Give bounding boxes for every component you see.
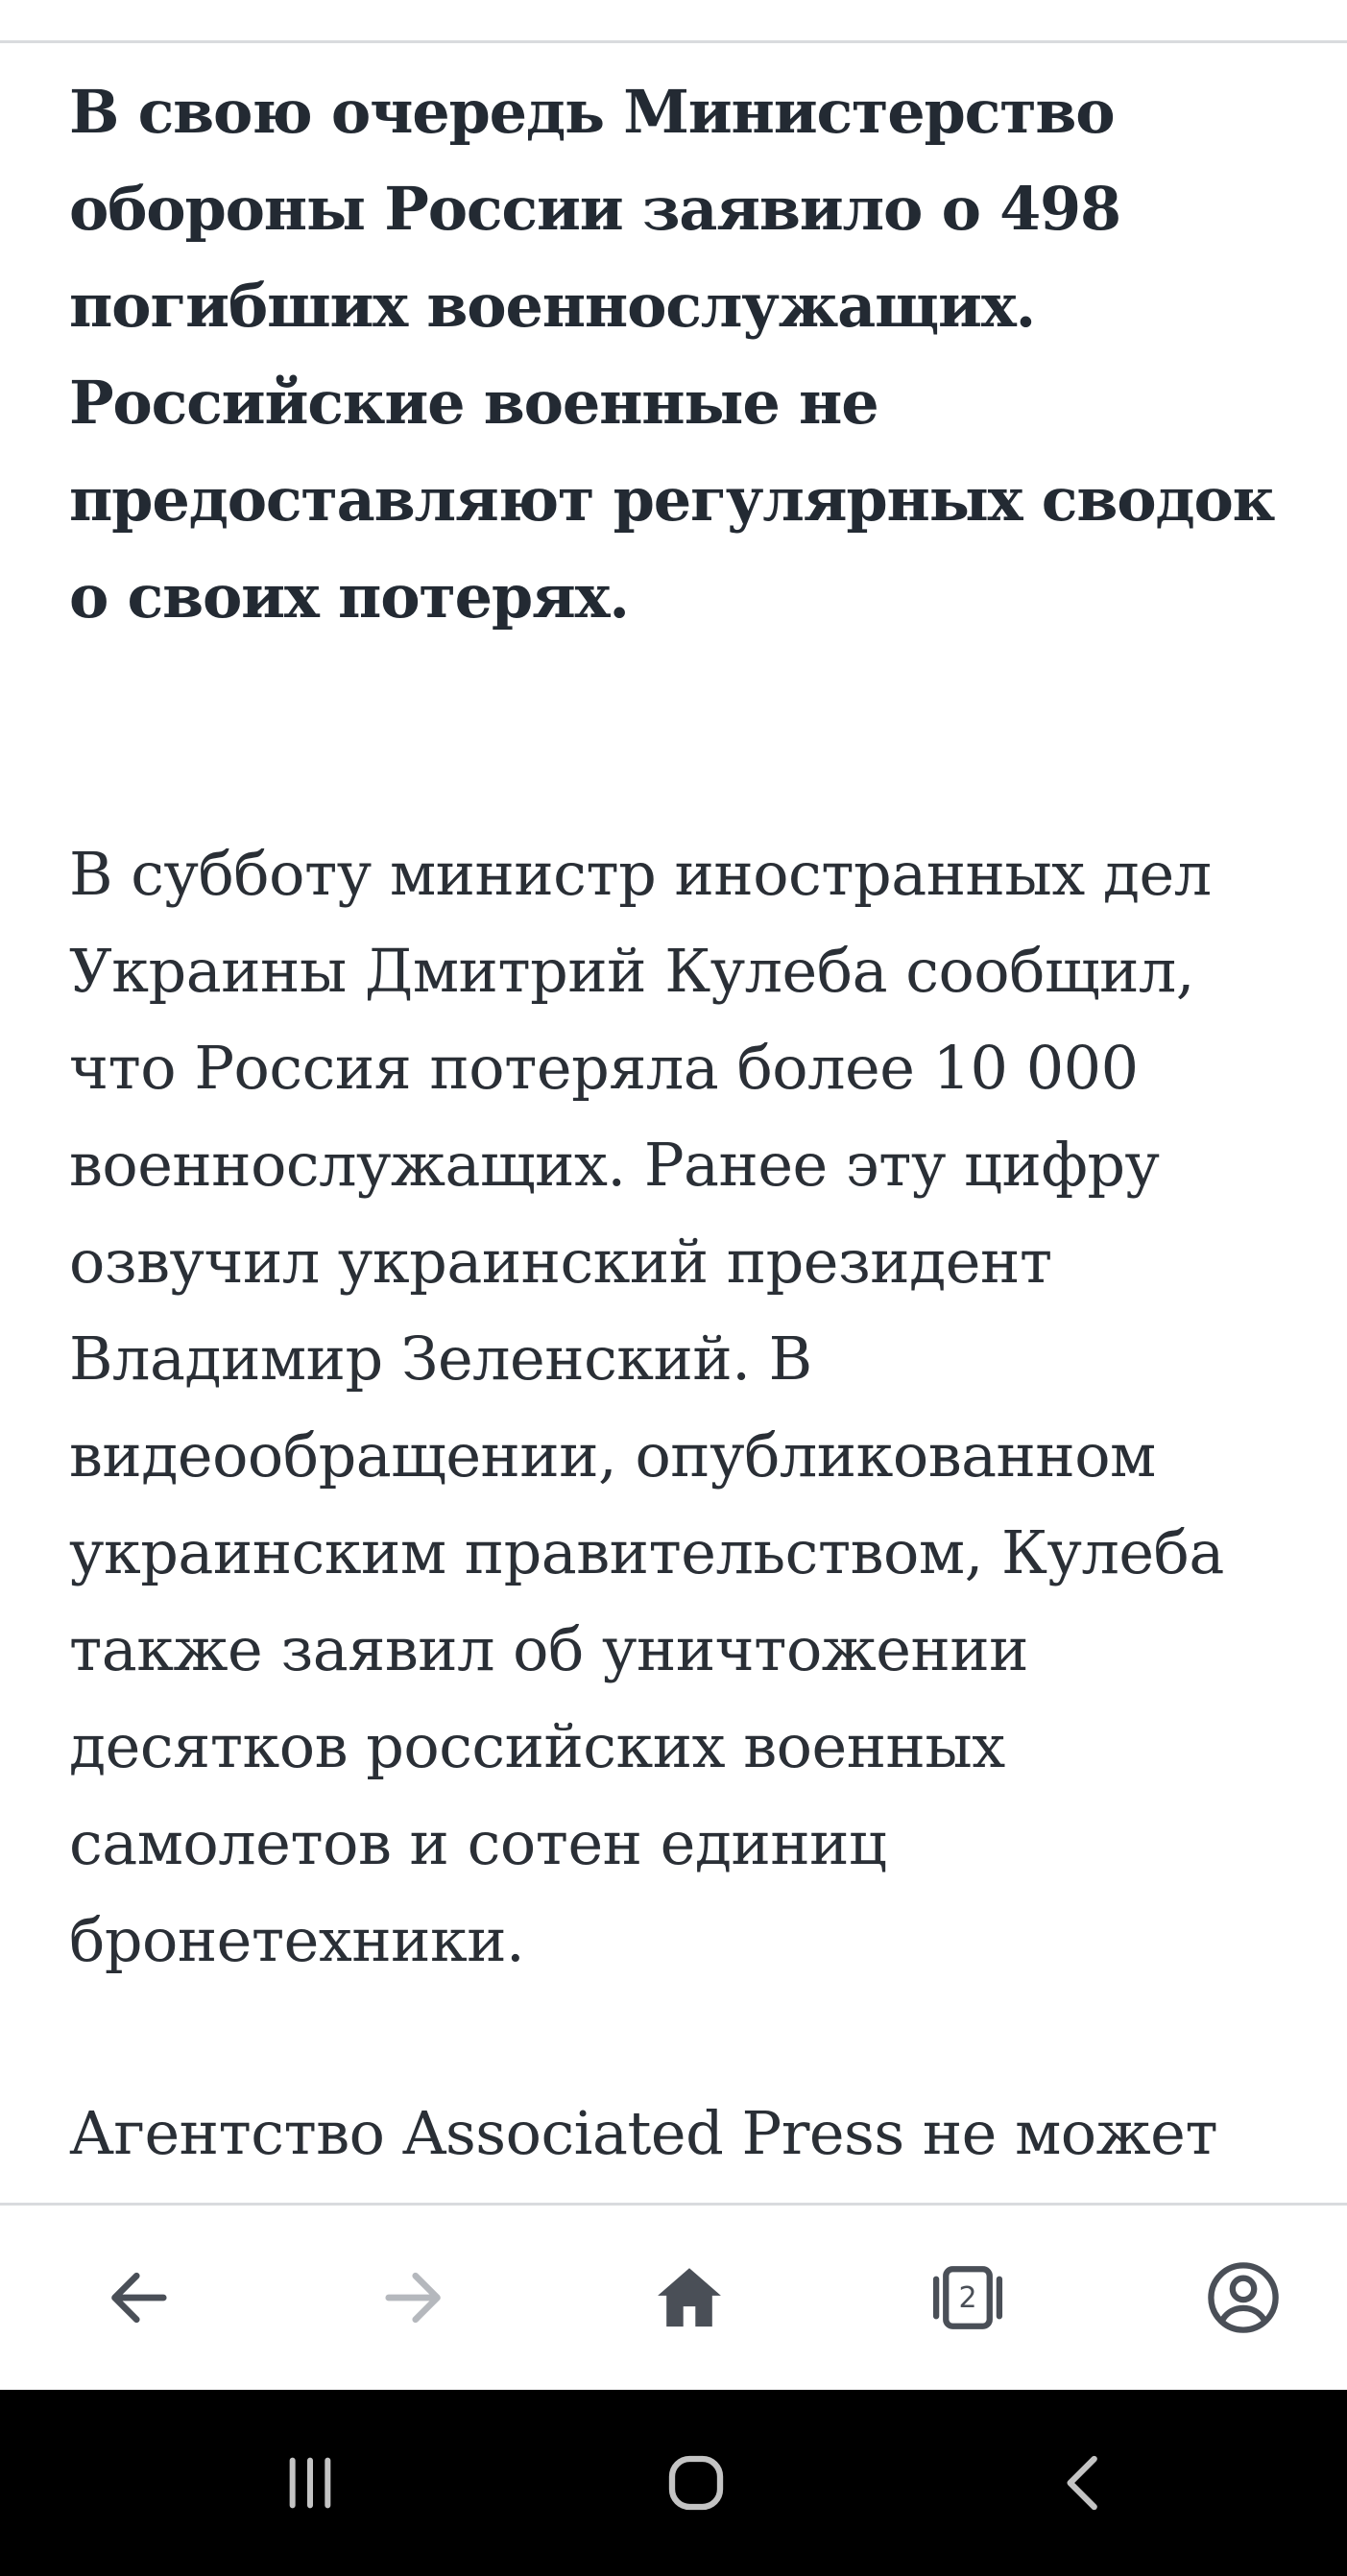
article-lead-paragraph: В свою очередь Министерство обороны России заявило о 498 погибших военнослужащих. Российские военные не предоставляют регулярных сводок о своих потерях.: [69, 77, 1275, 632]
article-paragraph: Агентство Associated Press не может: [69, 2098, 1218, 2168]
account-circle-icon: [1203, 2257, 1284, 2338]
article-paragraph: В субботу министр иностранных дел Украины Дмитрий Кулеба сообщил, что Россия потеряла более 10 000 военнослужащих. Ранее эту цифру озвучил украинский президент Владимир Зеленский. В видеообращении, опубликованном украинским правительством, Кулеба также заявил об уничтожении десятков российских военных самолетов и сотен единиц бронетехники.: [69, 839, 1224, 1975]
home-icon: [649, 2257, 730, 2338]
top-divider: [0, 40, 1347, 43]
back-chevron-icon: [1045, 2445, 1121, 2521]
tab-count-badge: 2: [958, 2280, 977, 2315]
browser-toolbar: [0, 2206, 1347, 2390]
article-body[interactable]: [69, 63, 1308, 2196]
account-button[interactable]: [1195, 2250, 1291, 2346]
arrow-left-icon: [98, 2257, 179, 2338]
arrow-right-icon: [373, 2257, 454, 2338]
recents-icon: [272, 2445, 349, 2521]
system-back-button[interactable]: [1035, 2435, 1131, 2531]
system-navigation-bar: [0, 2390, 1347, 2576]
home-pill-icon: [658, 2445, 734, 2521]
recents-button[interactable]: [262, 2435, 358, 2531]
tabs-button[interactable]: [920, 2250, 1016, 2346]
home-button[interactable]: [641, 2250, 737, 2346]
back-button[interactable]: [90, 2250, 186, 2346]
forward-button[interactable]: [366, 2250, 462, 2346]
system-home-button[interactable]: [648, 2435, 744, 2531]
